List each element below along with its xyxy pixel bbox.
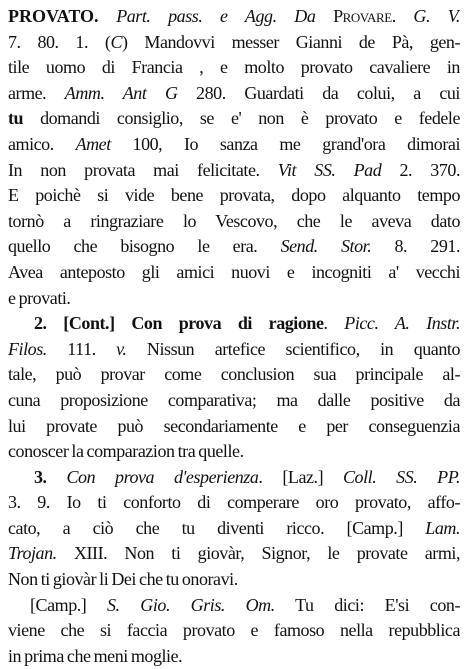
text-run: Picc. A. Instr. [344,313,460,334]
text-run: G [164,82,178,103]
entry-line [8,414,460,440]
text-run: Amet [75,133,111,154]
text-run: 2. [Cont.] Con prova di ragione [34,313,324,334]
text-run: Avea anteposto gli amici nuovi e incogniti a' vecchi [8,261,460,282]
entry-line [8,260,460,286]
entry-line [8,439,460,465]
text-run: S. Gio. Gris. Om. [107,594,275,615]
entry-line [8,81,460,107]
entry-line [8,362,460,388]
text-run: 7. 80. 1. ( [8,31,111,52]
entry-line [8,516,460,542]
text-run: viene che si faccia provato e famoso nella repubblica [8,620,460,641]
text-run: Nissun artefice scientifico, in quanto [126,338,460,359]
entry-line [8,490,460,516]
text-run: . [323,313,345,334]
text-run: Vit [277,159,297,180]
entry-line [8,4,460,30]
text-run: . [391,6,414,26]
entry-line [8,618,460,644]
text-run: Filos. [8,338,47,359]
text-run: 280. Guardati da colui, a cui [177,82,460,103]
text-run: Non ti giovàr li Dei che tu onoravi. [8,569,238,590]
text-run: Coll. SS. PP. [343,466,460,487]
text-run: G. V. [413,6,460,26]
entry-line [8,234,460,260]
entry-line [8,209,460,235]
text-run: [Camp.] [30,594,108,615]
text-run [99,6,117,26]
text-run: domandi consiglio, se e' non è provato e fedele [23,108,460,129]
text-run [146,83,165,103]
text-run: Con prova d'esperienza [66,466,259,487]
entry-line [8,644,460,669]
text-run: C [110,31,122,52]
entry-line [8,286,460,312]
text-run: conoscer la comparazion tra quelle. [8,441,244,462]
entry-line [8,388,460,414]
text-run: PROVATO. [8,6,99,26]
text-run: SS. Pad [314,159,382,180]
text-run: E poichè si vide bene provata, dopo alquanto tempo [8,185,460,206]
text-run: Send. Stor. [280,236,372,257]
text-run: XIII. Non ti giovàr, Signor, le provate armi, [56,543,460,564]
entry-line [8,337,460,363]
entry-line [8,106,460,132]
entry-line [8,183,460,209]
entry-line [8,30,460,56]
text-run [296,160,314,180]
text-run: in prima che meni moglie. [8,645,183,666]
text-run: Trojan. [8,543,57,564]
sense-heading-line [8,465,460,491]
text-run: e provati. [8,287,71,308]
text-run: v. [116,338,127,359]
text-run: Provare [333,6,392,26]
text-run: 3. 9. Io ti conforto di comperare oro provato, affo- [8,492,460,513]
text-run: arme. [8,82,65,103]
text-run: cuna proposizione comparativa; ma dalle positive da [8,389,460,410]
text-run: 2. 370. [381,159,460,180]
text-run: tornò a ringraziare lo Vescovo, che le aveva dato [8,210,460,231]
entry-line [8,567,460,593]
text-run: cato, a ciò che tu diventi ricco. [Camp.] [8,517,426,538]
text-run: Amm. Ant [64,82,147,103]
text-run: tale, può provar come conclusion sua principale al- [8,364,460,385]
text-run: amico. [8,133,76,154]
entry-line [8,55,460,81]
text-run: In non provata mai felicitate. [8,159,278,180]
text-run: Part. pass. e Agg. Da [116,6,334,26]
text-run: ) Mandovvi messer Gianni de Pà, gen- [122,31,460,52]
text-run: tile uomo di Francia , e molto provato cavaliere in [8,57,460,78]
text-run: tu [8,108,24,129]
entry-line [8,132,460,158]
text-run: 111. [46,338,117,359]
text-run: lui provate può secondariamente e per conseguenzia [8,415,460,436]
citation-line [8,593,460,619]
entry-line [8,158,460,184]
sense-heading-line [8,311,460,337]
text-run: 100, Io sanza me grand'ora dimorai [110,133,460,154]
text-run: Lam. [425,517,460,538]
text-run: . [Laz.] [258,466,343,487]
text-run: 3. [34,466,67,487]
text-run: quello che bisogno le era. [8,236,281,257]
text-run: 8. 291. [371,236,460,257]
text-run: Tu dici: E'si con- [274,594,460,615]
entry-line [8,541,460,567]
